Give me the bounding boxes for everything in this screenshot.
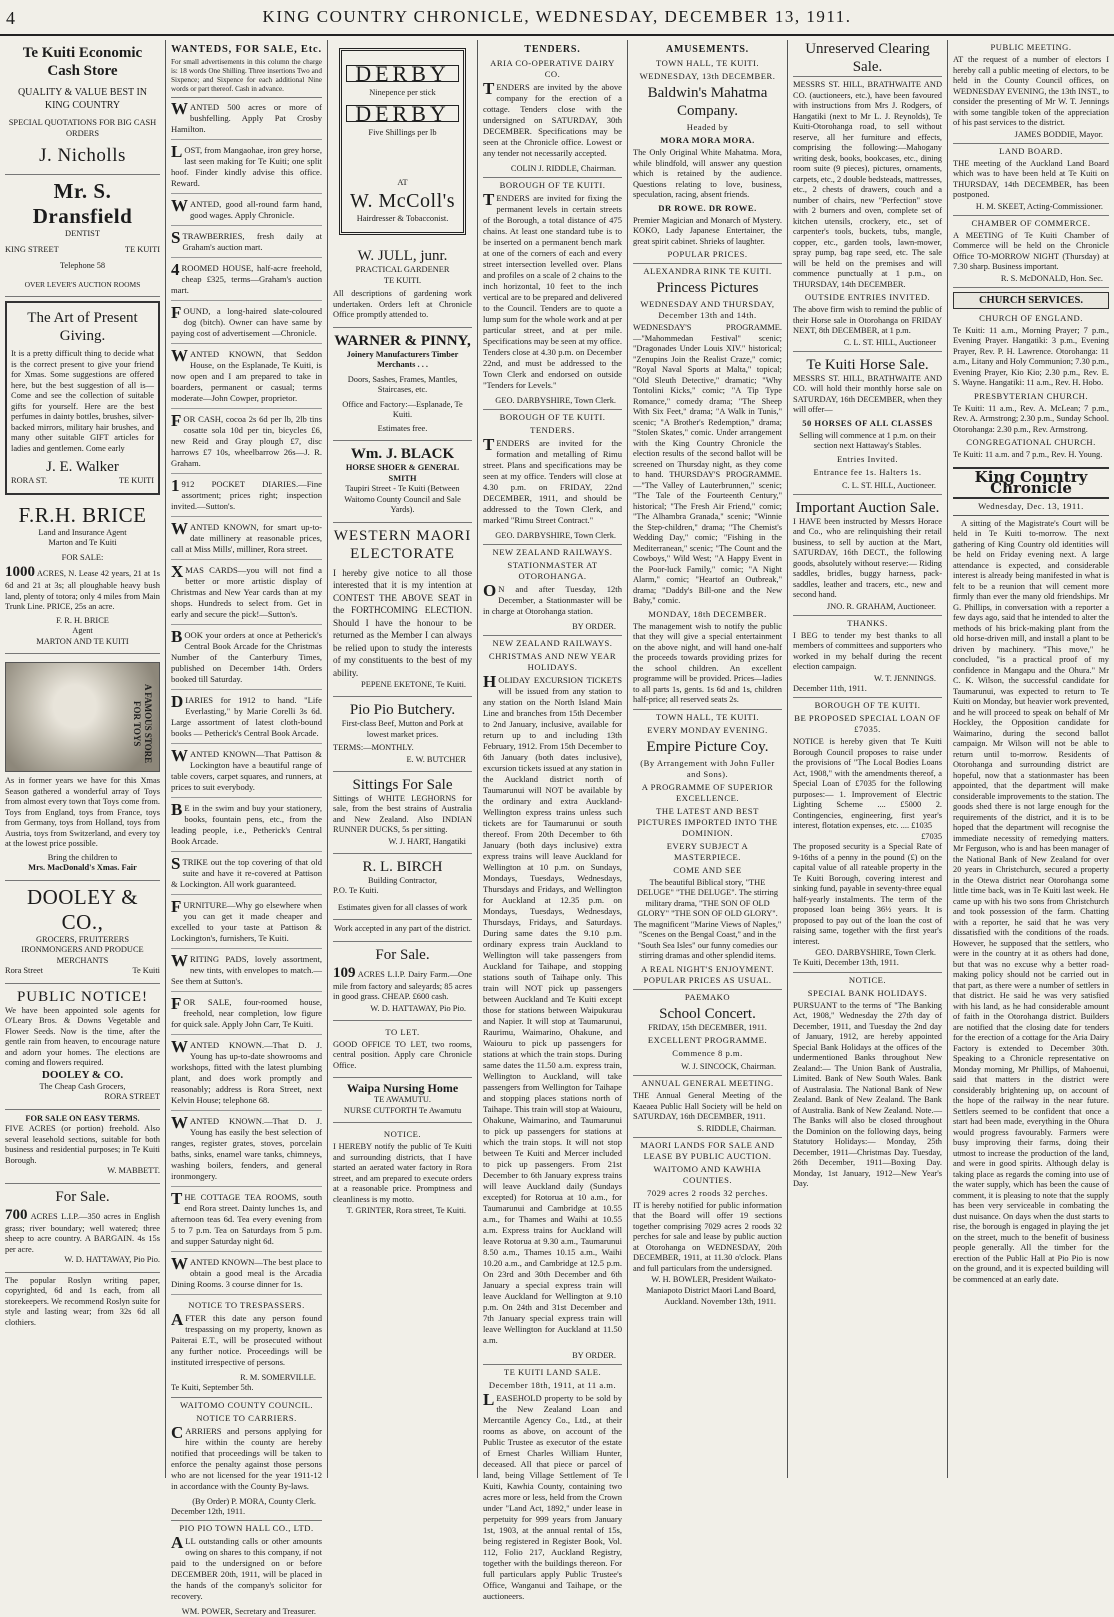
church1-body: Te Kuiti: 11 a.m., Morning Prayer; 7 p.m., Evening Prayer. Hangatiki: 3 p.m., Evening Prayer, Rev. P. H. Lawrence. Otorohanga: 11 a.m., Litany and Holy Communion; 7.30 p.m., Evening Prayer, Kio Kio; 2.30 p.m., Rev. E. S. Wayne. Hangatiki: 11 a.m., Rev. H. Hobo. xyxy=(953,325,1109,387)
borough2-body: TENDERS are invited for the formation and metalling of Rimu street. Plans and specifications may be seen at my office. Tenders will close at 4.30 p.m. on FRIDAY, 22nd DECEMBER, 1911, and should be addressed to the Town Clerk, and marked "Rimu Street Contract." xyxy=(483,435,622,525)
public-meeting-sign: JAMES BODDIE, Mayor. xyxy=(953,129,1109,144)
chamber-sign: R. S. McDONALD, Hon. Sec. xyxy=(953,273,1109,288)
warner-name: WARNER & PINNY, xyxy=(334,332,471,349)
clearing-sign: C. L. ST. HILL, Auctioneer xyxy=(793,337,942,352)
horse-entries: Entries Invited. xyxy=(837,453,898,464)
warner-items: Doors, Sashes, Frames, Mantles, Staircases, etc. xyxy=(347,374,458,394)
empire-title: Empire Picture Coy. xyxy=(646,738,769,755)
town-hall: TOWN HALL, TE KUITI. xyxy=(656,58,759,68)
maori-electorate-ad xyxy=(333,523,472,698)
column-7 xyxy=(948,40,1114,1478)
horse-time: Selling will commence at 1 p.m. on their section next Hattaway's Stables. xyxy=(799,430,936,450)
brice-towns: MARTON AND TE KUITI xyxy=(36,636,129,646)
maori-lands-sub: WAITOMO AND KAWHIA COUNTIES. xyxy=(653,1163,762,1185)
loan-sign: GEO. DARBYSHIRE, Town Clerk. xyxy=(815,948,936,957)
thanks-title: THANKS. xyxy=(847,617,888,628)
dooley-town: Te Kuiti xyxy=(132,966,160,975)
maori-body: I hereby give notice to all those interested that it is my intention at CONTEST THE ABOVE SEAT in the FORTHCOMING ELECTION. Should I have the honour to be returned as the Member I can always be relied upon to study the interests of my constituents to the best of my ability. xyxy=(333,567,472,678)
brice-place: Marton and Te Kuiti xyxy=(48,538,117,547)
classified-item: DIARIES for 1912 to hand. "Life Everlasting," by Marie Corelli 3s 6d. Large assortment of latest cloth-bound books — Petherick's Central Book Arcade. xyxy=(171,695,322,744)
borough-body: TENDERS are invited for fixing the permanent levels in certain streets of the Borough, a total distance of 475 chains. At least one standard tube is to be inserted on a permanent bench mark at one of the corners of each and every street intersection levelled over. Plans and profiles on a scale of 2 chains to the inch horizontal, 10 feet to the inch vertical are to be prepared and delivered to the Council. Tenders are to quote a lump sum for the whole work and at per particular street, and at per mile. Specifications may be seen at my office. Tenders close at 4.30 p.m. on December 22nd, and must be addressed to the Town Clerk and endorsed on outside "Tenders for Levels." xyxy=(483,190,622,390)
empire-every: EVERY SUBJECT A MASTERPIECE. xyxy=(666,840,749,862)
column-4 xyxy=(478,40,628,1601)
classified-item: WANTED 500 acres or more of bushfelling. Apply Pat Crosby Hamilton. xyxy=(171,102,322,140)
classified-item: LOST, from Mangaohae, iron grey horse, last seen making for Te Kuiti; one split hoof. Finder kindly advise this office. Reward. xyxy=(171,145,322,194)
church3-title: CONGREGATIONAL CHURCH. xyxy=(966,437,1096,447)
rail-order: BY ORDER. xyxy=(483,621,622,636)
empire-programme: A PROGRAMME OF SUPERIOR EXCELLENCE. xyxy=(641,781,774,803)
aria-title: ARIA CO-OPERATIVE DAIRY CO. xyxy=(490,58,615,79)
butchery-title: Pio Pio Butchery. xyxy=(349,702,456,718)
column-6 xyxy=(788,40,948,1478)
monday-heading: MONDAY, 18th DECEMBER. xyxy=(648,608,767,619)
brice-sign: F. R. H. BRICE xyxy=(56,615,109,625)
dentist-street: KING STREET xyxy=(5,244,59,254)
toys-fair: Mrs. MacDonald's Xmas. Fair xyxy=(28,863,137,872)
rail2-order: BY ORDER. xyxy=(483,1350,622,1365)
trespass-title: NOTICE TO TRESPASSERS. xyxy=(188,1300,305,1310)
dentist-title: DENTIST xyxy=(65,229,100,238)
dairy-farm-sale-ad xyxy=(333,942,472,1021)
hall-title: PIO PIO TOWN HALL CO., LTD. xyxy=(179,1523,314,1533)
council-body: CARRIERS and persons applying for hire within the county are hereby notified that proceedings will be taken to enforce the penalty against those persons who are not licensed for the year 1911-12 in accordance with the County By-laws. xyxy=(171,1422,322,1491)
rowe-body: Premier Magician and Monarch of Mystery. KOKO, Lady Japanese Entertainer, the great spirit cabinet. Shrieks of laughter. xyxy=(633,215,782,246)
gift-body: It is a pretty difficult thing to decide what is the correct present to give your friend for Xmas. Some suggestions are offered here, but the best suggestion of all is—Come and see the collection of suitable gifts for yourself. Here are the best perfumes in dainty bottles, brushes, silver-backed mirrors, military hair brushes, and many other suitable GIFT articles for ladies and gentlemen. Come early xyxy=(11,349,154,453)
trespass-sign: R. M. SOMERVILLE. xyxy=(240,1373,316,1382)
economic-cash-store-ad xyxy=(5,40,160,175)
empire-sub: (By Arrangement with John Fuller and Sons). xyxy=(640,757,775,779)
public-notice-ad xyxy=(5,984,160,1110)
empire-latest: THE LATEST AND BEST PICTURES IMPORTED INTO THE DOMINION. xyxy=(637,805,778,838)
fs-acres-number: 109 xyxy=(333,964,356,981)
public-notice-body: We have been appointed sole agents for O'Leary Bros. & Downs Vegetable and Flower Seeds. Now is the time, after the gentle rain from heaven, to encourage nature and adorn your homes. The elections are coming and flowers required. xyxy=(5,1005,160,1067)
thanks-body: I BEG to tender my best thanks to all members of committees and supporters who worked in my behalf during the recent election campaign. xyxy=(793,630,942,671)
church3-body: Te Kuiti: 11 a.m. and 7 p.m., Rev. H. Young. xyxy=(953,450,1103,459)
classified-item: STRAWBERRIES, fresh daily at Graham's auction mart. xyxy=(171,231,322,258)
classified-item: XMAS CARDS—you will not find a better or more artistic display of Christmas and New Year cards than at my shops. Hundreds to select from. Get in early and secure the pick!—Sutton's. xyxy=(171,565,322,625)
wanteds-heading: WANTEDS, FOR SALE, Etc. xyxy=(171,44,322,55)
page-number: 4 xyxy=(6,8,17,28)
baldwin-body: The Only Original White Mahatma. Mora, while blindfold, will answer any question which is retained by the audience. Questions relating to love, business, speculation, racing, absent friends. xyxy=(633,148,782,199)
hall-body: ALL outstanding calls or other amounts owing on shares to this company, if not paid to the undersigned on or before DECEMBER 20th, 1911, will be placed in the hands of the company's solicitor for recovery. xyxy=(171,1533,322,1601)
brice-for-sale: FOR SALE: xyxy=(61,552,104,562)
maori-sign: PEPENE EKETONE, Te Kuiti. xyxy=(361,680,466,689)
tenders-heading: TENDERS. xyxy=(524,44,581,55)
clearing-outside: OUTSIDE ENTRIES INVITED. xyxy=(804,292,931,302)
concert-title: School Concert. xyxy=(659,1005,756,1022)
council-sub: NOTICE TO CARRIERS. xyxy=(196,1412,297,1423)
terms-sign: W. MABBETT. xyxy=(107,1166,160,1175)
store-quotation: SPECIAL QUOTATIONS FOR BIG CASH ORDERS xyxy=(8,118,157,138)
classified-item: BE in the swim and buy your stationery, books, fountain pens, etc., from the leading people, i.e., Petherick's Central Book Arcade. xyxy=(171,803,322,852)
wanteds-rates: For small advertisements in this column the charge is: 18 words One Shilling. Three insertions Two and Sixpence; and Sixpence for each additional Nine words or part thereof. Cash in advance. xyxy=(171,58,322,98)
fs-title: For Sale. xyxy=(375,946,430,963)
gift-owner: J. E. Walker xyxy=(46,459,119,475)
classified-item: WRITING PADS, lovely assortment, new tints, with envelopes to match.—See them at Sutton's. xyxy=(171,954,322,992)
land-board-sign: H. M. SKEET, Acting-Commissioner. xyxy=(953,201,1109,216)
church-services-title: CHURCH SERVICES. xyxy=(953,292,1109,309)
derby-price-1: Ninepence per stick xyxy=(369,88,436,97)
rail-sub: STATIONMASTER AT OTOROHANGA. xyxy=(507,560,598,581)
fs-sign: W. D. HATTAWAY, Pio Pio. xyxy=(370,1003,466,1013)
black-name: Wm. J. BLACK xyxy=(350,446,455,462)
bank-title: NOTICE. xyxy=(848,974,887,985)
horse-title: Te Kuiti Horse Sale. xyxy=(806,356,929,373)
black-ad xyxy=(333,441,472,523)
jull-line: PRACTICAL GARDENER xyxy=(355,265,450,274)
to-let-ad xyxy=(333,1021,472,1079)
sale-sign: W. D. HATTAWAY, Pio Pio. xyxy=(64,1255,160,1264)
warner-estimates: Estimates free. xyxy=(377,423,428,433)
brice-agent: Agent xyxy=(72,626,93,635)
chamber-body: A MEETING of Te Kuiti Chamber of Commerce will be held on the Chronicle Office TO-MORROW NIGHT (Thursday) at 7.30 sharp. Business important. xyxy=(953,230,1109,271)
terms-title: FOR SALE ON EASY TERMS. xyxy=(25,1113,140,1123)
aerated-body: I HEREBY notify the public of Te Kuiti and surrounding districts, that I have started an aerated water factory in Rora street, and am prepared to execute orders at a reasonable price. Promptness and cleanliness is my motto. xyxy=(333,1142,472,1204)
warner-line: Joinery Manufacturers Timber Merchants . . . xyxy=(346,349,459,369)
brice-acres-number: 1000 xyxy=(5,564,35,580)
amusements-heading: AMUSEMENTS. xyxy=(666,44,749,55)
gift-title: The Art of Present Giving. xyxy=(27,310,138,344)
brice-body: ACRES, N. Lease 42 years, 21 at 1s 6d and 21 at 3s; all ploughable heavy bush land, plenty of totora; only 4 miles from Main Trunk Line. PRICE, 25s an acre. xyxy=(5,569,160,611)
jull-name: W. JULL, junr. xyxy=(357,248,448,264)
classified-item: WANTED KNOWN.—That D. J. Young has easily the best selection of ranges, register grates, stoves, porcelain baths, sinks, enamel ware tanks, chimneys, washing boilers, fenders, and general ironmongery. xyxy=(171,1116,322,1187)
clearing-body2: The above firm wish to remind the public of their Horse sale in Otorohanga on FRIDAY NEXT, 8th DECEMBER, at 1 p.m. xyxy=(793,305,942,335)
dentist-name: Mr. S. Dransfield xyxy=(32,179,133,228)
rail2-title: NEW ZEALAND RAILWAYS. xyxy=(492,638,613,648)
council-date: December 12th, 1911. xyxy=(171,1507,322,1522)
chamber-title: CHAMBER OF COMMERCE. xyxy=(971,217,1091,228)
dentist-town: TE KUITI xyxy=(124,244,160,254)
maori-lands-acres: 7029 acres 2 roods 32 perches. xyxy=(647,1187,768,1198)
brice-line: Land and Insurance Agent xyxy=(38,527,127,537)
gift-street: RORA ST. xyxy=(11,476,48,485)
church1-title: CHURCH OF ENGLAND. xyxy=(979,312,1083,323)
birch-ad xyxy=(333,854,472,921)
classified-item: 1912 POCKET DIARIES.—Fine assortment; prices right; inspection invited.—Sutton's. xyxy=(171,479,322,517)
work-accepted: Work accepted in any part of the district. xyxy=(333,920,472,942)
jull-ad xyxy=(333,243,472,328)
birch-town: P.O. Te Kuiti. xyxy=(333,886,379,895)
butchery-ad xyxy=(333,697,472,772)
council-title: WAITOMO COUNTY COUNCIL. xyxy=(180,1399,313,1410)
borough-title: BOROUGH OF TE KUITI. xyxy=(499,180,606,190)
land-sub: December 18th, 1911, at 11 a.m. xyxy=(488,1380,617,1390)
santa-illustration xyxy=(5,662,160,772)
dentist-rooms: OVER LEVER'S AUCTION ROOMS xyxy=(24,279,141,289)
derby-tobacco-ad xyxy=(339,48,466,235)
bank-body: PURSUANT to the terms of "The Banking Act, 1908," Wednesday the 27th day of December, 1911, and Tuesday the 2nd day of January, 1912, are hereby appointed Special Bank Holidays at the offices of the undermentioned Banks throughout New Zealand:— The Union Bank of Australia, Limited. Bank of New South Wales. Bank of Australasia. The National Bank of New Zealand. Bank of New Zealand. The Bank of Australia. Bank of New Zealand. Note.—The Banks will also be closed throughout the Dominion on the following days, being Statutory Holidays:— Monday, 25th December, 1911—Christmas Day. Tuesday, 26th December, 1911—Boxing Day. Monday, 1st January, 1912—New Year's Day. xyxy=(793,1000,942,1188)
clearing-body: MESSRS ST. HILL, BRATHWAITE AND CO. (auctioneers, etc.), have been favoured with instructions from Mrs J. Rodgers, of Hangatiki (next to Mr L. J. Reynolds), Te Kuiti-Otorohanga road, to sell without reserve, all her furniture and effects, comprising the following:—Mahogany writing desk, books, bookcases, etc., dining room suite (9 pieces), pictures, ornaments, carpets, etc., 2 double bedsteads, mattresses, etc., 2 chests of drawers, couch and a number of chairs, new "Perfection" stove with 2 burners and oven, complete set of kitchen utensils, crockery, etc., set of carpenter's tools, buckets, tubs, mangle, copper, etc., garden tools, lawn-mower, spray pump, bag rape seed, etc. The sale will be held on the premises and will commence punctually at 1 p.m., on THURSDAY, 14th DECEMBER. xyxy=(793,80,942,289)
borough2-sign: GEO. DARBYSHIRE, Town Clerk. xyxy=(483,530,622,545)
classified-item: 4ROOMED HOUSE, half-acre freehold, cheap £325, terms—Graham's auction mart. xyxy=(171,263,322,301)
dentist-ad xyxy=(5,175,160,297)
toy-store-label: A FAMOUS STORE FOR TOYS xyxy=(132,684,153,764)
empire-real: A REAL NIGHT'S ENJOYMENT. POPULAR PRICES AS USUAL. xyxy=(633,964,782,990)
agm-title: ANNUAL GENERAL MEETING. xyxy=(641,1078,774,1088)
column-3 xyxy=(328,40,478,1478)
sale-acres-number: 700 xyxy=(5,1206,28,1223)
store-owner: J. Nicholls xyxy=(39,145,126,166)
town-hall-2: TOWN HALL, TE KUITI. xyxy=(656,711,759,722)
column-2 xyxy=(166,40,328,1616)
toy-store-ad xyxy=(5,654,160,881)
fs-body: ACRES L.I.P. Dairy Farm.—One mile from factory and saleyards; 85 acres in good grass. CHEAP. £600 cash. xyxy=(333,969,472,1001)
birch-name: R. L. BIRCH xyxy=(362,858,443,875)
rail-title: NEW ZEALAND RAILWAYS. xyxy=(492,547,613,557)
terms-body: FIVE ACRES (or portion) freehold. Also several leasehold sections, suitable for both business and residential purposes; in Te Kuiti Borough. xyxy=(5,1124,160,1165)
baldwin-mora: MORA MORA MORA. xyxy=(660,135,755,145)
public-notice-street: RORA STREET xyxy=(104,1092,160,1101)
maori-lands-sign: W. H. BOWLER, President Waikato-Maniapoto District Maori Land Board, Auckland. November 13th, 1911. xyxy=(645,1275,776,1306)
easy-terms-ad xyxy=(5,1110,160,1184)
nursing-place: TE AWAMUTU. xyxy=(373,1095,431,1104)
aerated-water-notice xyxy=(333,1123,472,1222)
loan-total: £7035 xyxy=(921,831,942,841)
loan-body: NOTICE is hereby given that Te Kuiti Borough Council proposes to raise under the provisions of "The Local Bodies Loans Act, 1908," with the amendments thereof, a Special Loan of £7035 for the following purposes:— 1. Improvement of Electric Lighting Scheme .... £5000 2. Contingencies, engineering, first year's interest, flotation expenses, etc. .... £1035 xyxy=(793,737,942,830)
derby-at: AT xyxy=(397,178,408,187)
roslyn-ad: The popular Roslyn writing paper, copyrighted, 6d and 1s each, from all storekeepers. We recommend Roslyn suite for style and lasting wear; from 32s 6d all clothiers. xyxy=(5,1275,160,1327)
baldwin-title: Baldwin's Mahatma Company. xyxy=(647,85,768,119)
classified-item: WANTED KNOWN, that Seddon House, on the Esplanade, Te Kuiti, is now open and I am prepared to take in boarders, permanent or casual; terms moderate—John Cowper, proprietor. xyxy=(171,349,322,409)
classified-item: WANTED KNOWN—That Pattison & Lockington have a beautiful range of table covers, carpet squares, and runners, at prices to suit everybody. xyxy=(171,749,322,798)
aria-sign: COLIN J. RIDDLE, Chairman. xyxy=(483,163,622,178)
concert-excellent: EXCELLENT PROGRAMME. xyxy=(647,1035,768,1045)
public-meeting-body: AT the request of a number of electors I hereby call a public meeting of electors, to be held in the County Council offices, on WEDNESDAY EVENING, the 13th INST., to consider the presenting of Mr W. T. Jennings with some tangible token of the appreciation of his past services to the district. xyxy=(953,55,1109,127)
derby-shop: W. McColl's xyxy=(349,189,456,212)
sittings-ad xyxy=(333,772,472,854)
butchery-sign: E. W. BUTCHER xyxy=(406,754,466,764)
bank-sub: SPECIAL BANK HOLIDAYS. xyxy=(807,987,928,998)
butchery-body: First-class Beef, Mutton and Pork at lowest market prices. xyxy=(341,719,464,739)
store-name: Te Kuiti Economic Cash Store xyxy=(22,45,143,79)
rail-body: ON and after Tuesday, 12th December, a Stationmaster will be in charge at Otorohanga station. xyxy=(483,581,622,616)
council-sign: (By Order) P. MORA, County Clerk. xyxy=(192,1496,316,1506)
dooley-line: GROCERS, FRUITERERS IRONMONGERS AND PRODUCE MERCHANTS xyxy=(21,934,144,965)
editorial-body: A sitting of the Magistrate's Court will be held in Te Kuiti to-morrow. The next gathering of King Country old identities will be held on Friday evening next. A large attendance is expected, and considerable interest is already being manifested in what is felt to be a reunion that will cement more firmly than ever the many old friendships. Mr G. Phillips, in conversation with a reporter a few days ago, said that he intended to alter the methods of his brick-making plant from the old horse-driven mill, and install a plant to be driven by machinery. "This move," he concluded, "is a practical proof of my confidence in Mangapu and the Ohura." Mr C. K. Wilson, the successful candidate for Taumarunui, was expected to return to Te Kuiti on Monday, but heavier work prevented, and he will proceed to speak on behalf of Mr Hockley, the Opposition candidate for Waimarino, during the second ballot campaign. Mr Wilson will not be able to return until to-morrow. Residents of Otorohanga and surrounding district are hopeful, now that a stationmaster has been appointed, that the department will make considerable improvements to the station. The goods shed there is not large enough for the requirements of the district, and it is to be hoped that the department will recognise the immediate necessity of remedying matters. Mr Ferguson, who is and has been manager of the National Bank of New Zealand for over 20 years in Christchurch, secured a property in the Otewa district near Otorohanga some little time back, was in Te Kuiti last week. He came up with his two sons from Christchurch and took possession of the farm. Chatting with a reporter, he said that he was very dissatisfied with the conditions of the roads. However, he supposed that the settlers, who were in the country at it as others had done, but that was no excuse why a better road-making policy should not be carried out in that part, as there were a number of settlers in that district. He said he was very satisfied with his land, as he had considerable amount of faith in the Otorohanga district. Builders are notified that the closing date for tenders for the erection of a cottage for the Aria Dairy Factory is extended to December 30th. Speaking to a Chronicle representative on Monday morning, Mr Phillips, of Mahoenui, said that matters in the district were considerably brightening up, on account of the hope of the railway in the near future. Settlers seemed to be confident that once a start had been made, everything in the Ohura would progress favourably. Farmers were busy improving their farms, doing their utmost to increase the production of the land, and were in good spirits. Although delay is taking place as regards the coming into use of the water supply, which has been the cause of comment, it is pleasing to note that the supply has been very serviceable in combating the dust nuisance. On days when the dust starts to rise, the borough is engaged in playing the jet on the street, much to the benefit of business people generally. All the timber for the erection of the Public Hall at Pio Pio is now on the ground, and it is expected building will be commenced at an early date. xyxy=(953,518,1109,1284)
aria-body: TENDERS are invited by the above company for the erection of a cottage. Tenders close with the undersigned on SATURDAY, 30th DECEMBER. Specifications may be seen at the Chronicle office. Lowest or any tender not necessarily accepted. xyxy=(483,79,622,158)
rowe: DR ROWE. DR ROWE. xyxy=(658,202,757,213)
black-line: HORSE SHOER & GENERAL SMITH xyxy=(345,463,460,483)
rail2-sub: CHRISTMAS AND NEW YEAR HOLIDAYS. xyxy=(488,651,617,672)
toys-body: As in former years we have for this Xmas Season gathered a wonderful array of Toys from almost every town that Toys come from. Toys from England, toys from France, toys from Germany, toys from Holland, toys from Austria, toys from Switzerland, and every toy at the lowest price possible. xyxy=(5,776,160,848)
concert-sign: W. J. SINCOCK, Chairman. xyxy=(633,1061,782,1076)
public-notice-title: PUBLIC NOTICE! xyxy=(16,988,149,1005)
clearing-title: Unreserved Clearing Sale. xyxy=(793,40,942,77)
church2-body: Te Kuiti: 11 a.m., Rev. A. McLean; 7 p.m., Rev. A. Armstrong; 2.30 p.m., Sunday School. Otorohanga: 2.30 p.m., Rev. Armstrong. xyxy=(953,403,1109,434)
loan-sub: BE PROPOSED SPECIAL LOAN OF £7035. xyxy=(794,713,941,734)
butchery-terms: TERMS:—MONTHLY. xyxy=(333,743,414,752)
aerated-sign: T. GRINTER, Rora street, Te Kuiti. xyxy=(346,1206,466,1215)
classified-item: WANTED KNOWN—The best place to obtain a good meal is the Arcadia Dining Rooms. 3 course dinner for 1s. xyxy=(171,1257,322,1295)
agm-body: THE Annual General Meeting of the Kaeaea Public Hall Society will be held on SATURDAY, 16th DECEMBER, 1911. xyxy=(633,1091,782,1121)
brice-ad xyxy=(5,499,160,655)
page-title: KING COUNTRY CHRONICLE, WEDNESDAY, DECEMBER 13, 1911. xyxy=(262,7,852,26)
classified-item: FOUND, a long-haired slate-coloured dog (bitch). Owner can have same by paying cost of advertisement —Chronicle. xyxy=(171,306,322,344)
horse-num: 50 HORSES OF ALL CLASSES xyxy=(802,417,933,428)
jull-town: TE KUITI. xyxy=(383,275,422,285)
for-sale-title: For Sale. xyxy=(55,1188,110,1205)
trespass-body: AFTER this date any person found trespassing on my property, known as Paiterai E.T., will be prosecuted without any further notice. Proceedings will be instituted irrespective of persons. xyxy=(171,1310,322,1367)
dooley-ad xyxy=(5,881,160,984)
let-title: TO LET. xyxy=(385,1026,420,1037)
gift-town: TE KUITI xyxy=(118,476,154,485)
borough2-title: BOROUGH OF TE KUITI. xyxy=(499,412,606,422)
classified-item: WANTED, good all-round farm hand, good wages. Apply Chronicle. xyxy=(171,199,322,226)
column-5 xyxy=(628,40,788,1478)
public-notice-sub: The Cheap Cash Grocers, xyxy=(39,1081,126,1091)
agm-sign: S. RIDDLE, Chairman. xyxy=(633,1123,782,1138)
horse-body: MESSRS ST. HILL, BRATHWAITE AND CO. will hold their monthly horse sale on SATURDAY, 16th DECEMBER, when they will offer— xyxy=(793,373,942,414)
town-hall-date: WEDNESDAY, 13th DECEMBER. xyxy=(639,71,776,81)
land-body: LEASEHOLD property to be sold by the New Zealand Loan and Mercantile Agency Co., Ltd., at their rooms as above, on account of the Public Trustee as executor of the estate of Ernest Charles William Hunter, deceased. All that piece or parcel of land, being Village Settlement of Te Kuiti, Kawhia County, containing two acres more or less, held from the Crown under "Land Act, 1892," under lease in perpetuity for 999 years from January 1st, 1903, at the annual rental of 15s, being registered in Register Book, Vol. 112, Folio 217, Auckland Registry, together with the buildings thereon. For full particulars apply Public Trustee's Office, Wanganui and Taihape, or the auctioneers. xyxy=(483,1390,622,1601)
aerated-title: NOTICE. xyxy=(383,1129,422,1139)
concert-time: Commence 8 p.m. xyxy=(672,1048,743,1058)
rink: ALEXANDRA RINK TE KUITI. xyxy=(643,266,772,276)
dooley-street: Rora Street xyxy=(5,966,43,975)
land-board-title: LAND BOARD. xyxy=(999,145,1063,156)
public-meeting-title: PUBLIC MEETING. xyxy=(990,42,1072,52)
derby-price-2: Five Shillings per lb xyxy=(368,127,437,137)
church2-title: PRESBYTERIAN CHURCH. xyxy=(973,390,1089,401)
horse-sign: C. L. ST. HILL, Auctioneer. xyxy=(793,480,942,495)
classified-item: STRIKE out the top covering of that old suite and have it re-covered at Pattison & Lockington. All work guaranteed. xyxy=(171,857,322,895)
for-sale-ad xyxy=(5,1184,160,1273)
classified-item: FURNITURE—Why go elsewhere when you can get it made cheaper and excelled to your taste at Pattison & Lockington's, furnishers, Te Kuiti. xyxy=(171,900,322,949)
princess-date: WEDNESDAY AND THURSDAY, December 13th and 14th. xyxy=(640,299,775,320)
horse-fee: Entrance fee 1s. Halters 1s. xyxy=(813,466,922,477)
thanks-date: December 11th, 1911. xyxy=(793,684,942,699)
town-hall-2-sub: EVERY MONDAY EVENING. xyxy=(647,724,768,735)
brice-name: F.R.H. BRICE xyxy=(18,502,147,527)
princess-body: WEDNESDAY'S PROGRAMME.—"Mahommedan Festival" scenic; "Dragonades Under Louis XIV." historical; "Zenupins Join the Realist Craze," comic; "Royal Naval Sports at Malta," topical; "Old Sleuth Detective," dramatic; "Why Tontolini Kicks," comic; "A Tip Type Romance," comedy drama; "The Sheep With Six Feet," drama; "A Walk in Tunis," scenic; "A Brother's Redemption," drama; "Stolen Skates," comic. Under arrangement with the King Country Chronicle the election results of the second ballot will be screened on Thursday night, as they come to hand. THURSDAY'S PROGRAMME.—"The Valley of Lauterbrunnen," scenic; "The Tale of the Fourteenth Century," historical; "The Fresh Air Friend," comic; "The Alhambra Granada," scenic; "Winnie the Step-children," drama; "The Chemist's Wedding Day," comic; "Fishing in the Mediterranean," scenic; "The Count and the Cowboys," Wild West; "A Happy Event in the Poor-luck Family," comic; "A Night Alarm," comic; "Heartof an Outbreak," drama; "Daddy's Bill-one and the New Baby," comic. xyxy=(633,323,782,605)
baldwin-head: Headed by xyxy=(686,122,729,132)
maori-lands-body: IT is hereby notified for public information that the Board will offer 19 sections together comprising 7029 acres 2 roods 32 perches for sale and lease by public auction at Otorohanga on WEDNESDAY, 20th DECEMBER, 1911, at 11.30 o'clock. Plans and full particulars from the undersigned. xyxy=(633,1200,782,1273)
maori-lands-title: MAORI LANDS FOR SALE AND LEASE BY PUBLIC AUCTION. xyxy=(640,1139,775,1161)
empire-body: The beautiful Biblical story, "THE DELUGE" "THE DELUGE". The stirring military drama, "THE SON OF OLD GLORY" "THE SON OF OLD GLORY". The magnificent "Marine Views of Naples," "Scenes on the Bengal Coast," and in the "South Sea Isles" our funny comedies our stirring dramas and other splendid items. xyxy=(633,877,782,960)
trespass-date: Te Kuiti, September 5th. xyxy=(171,1383,322,1398)
nursing-home-ad xyxy=(333,1078,472,1123)
classified-item: BOOK your orders at once at Petherick's Central Book Arcade for the Christmas Number of the Canterbury Times, published on December 14th. Orders booked till Saturday. xyxy=(171,630,322,690)
derby-heading-1: DERBY xyxy=(346,65,459,82)
editorial-masthead: King Country Chronicle xyxy=(953,467,1109,499)
popular-prices: POPULAR PRICES. xyxy=(633,249,782,264)
sale-body: ACRES L.I.P.—350 acres in English grass; river boundary; well watered; three sheep to acre country. A BARGAIN. 4s 15s per acre. xyxy=(5,1211,160,1254)
derby-shop-line: Hairdresser & Tobacconist. xyxy=(356,213,449,223)
land-board-body: THE meeting of the Auckland Land Board which was to have been held at Te Kuiti on THURSDAY, 14th DECEMBER, has been postponed. xyxy=(953,158,1109,199)
borough-sign: GEO. DARBYSHIRE, Town Clerk. xyxy=(483,395,622,410)
paemako: PAEMAKO xyxy=(684,991,731,1002)
monday-body: The management wish to notify the public that they will give a special entertainment on the above night, and will hand one-half the proceeds towards providing prizes for the school children. An excellent programme will be provided. Prices—ladies to all parts 1s, gents. 1s 6d and 1s, children half-price; all reserved seats 2s. xyxy=(633,622,782,710)
rail2-body: HOLIDAY EXCURSION TICKETS will be issued from any station to any station on the North Island Main Line and branches from 15th December to 2nd January, inclusive, available for return up to and including 13th February, 1912. From 15th December to 6th January (both dates inclusive), excursion tickets issued at any station in the Auckland district north of Taumarunui will NOT be available by the ordinary and extra Auckland-Wellington express trains unless such tickets are for Taumarunui or south thereof. From 20th December to 6th January (both days inclusive) extra express trains will leave Auckland for Wellington at 10 p.m. on Sundays, Mondays, Tuesdays, Wednesdays, Thursdays and Fridays, and Wellington for Auckland at 12.35 p.m. on Mondays, Tuesdays, Wednesdays, Thursdays, Fridays, and Saturdays. During same dates the 9.10 p.m. ordinary express train Auckland to Wellington will take passengers from Auckland for Taihape, and stopping stations south of Taihape only. This train will NOT pick up passengers between Auckland and Te Kuiti except those for stations between Waipukurau and Napier. It will stop at Taumarunui, Raurimu, Waimarino, Ohakune, and Waiouru to pick up passengers for stations at which the train stops. During same dates the 11.50 a.m. express train, Wellington to Auckland, will take passengers from Wellington for Taihape and stopping places stations north of Taihape. This train will stop at Waiouru, Ohakune, Waimarino, and Taumarunui to pick up passengers for stations at which the train stops. It will not stop between Te Kuiti and Mercer included to pick up passengers. From 21st December to 6th January express trains will leave Auckland daily (Sundays excepted) for Rotorua at 10 a.m., for Taumarunui and Cambridge at 10.55 a.m., for Thames and Waihi at 10.55 a.m. Express trains for Auckland will leave Rotorua at 9.30 a.m., Taumarunui 8.50 a.m., Thames 10.15 a.m., Waihi 10.20 a.m., and Cambridge at 12.5 p.m. On 23rd and 30th December and 6th January a special express train will leave Auckland for Wellington at 9.10 p.m. On 24th and 31st December and 7th January special express train will leave Wellington for Auckland at 11.50 a.m. xyxy=(483,672,622,1345)
loan-date: Te Kuiti, December 13th, 1911. xyxy=(793,958,942,973)
public-notice-sign: DOOLEY & CO. xyxy=(41,1068,124,1081)
auction-sign: JNO. R. GRAHAM, Auctioneer. xyxy=(793,601,942,616)
princess-title: Princess Pictures xyxy=(656,280,759,296)
birch-estimates: Estimates given for all classes of work xyxy=(337,902,468,912)
warner-ad xyxy=(333,328,472,442)
derby-heading-2: DERBY xyxy=(346,105,459,122)
classified-item: WANTED KNOWN.—That D. J. Young has up-to-date showrooms and workshops, fitted with the latest plumbing plant, and does work promptly and reasonably; address is Rora Street, next Kelvin House; telephone 68. xyxy=(171,1040,322,1111)
auction-title: Important Auction Sale. xyxy=(795,499,940,516)
store-tagline: QUALITY & VALUE BEST IN KING COUNTRY xyxy=(17,87,148,111)
editorial-date: Wednesday, Dec. 13, 1911. xyxy=(953,501,1109,516)
column-1 xyxy=(0,40,166,1478)
loan-title: BOROUGH OF TE KUITI. xyxy=(814,700,921,710)
sittings-title: Sittings For Sale xyxy=(352,776,453,793)
dooley-name: DOOLEY & CO., xyxy=(26,884,139,934)
sittings-sign: W. J. HART, Hangatiki xyxy=(388,836,466,846)
hall-sign: WM. POWER, Secretary and Treasurer. xyxy=(181,1607,316,1616)
land-title: TE KUITI LAND SALE. xyxy=(503,1367,602,1377)
thanks-sign: W. T. JENNINGS. xyxy=(874,673,936,683)
birch-line: Building Contractor, xyxy=(368,875,437,885)
maori-title: WESTERN MAORI ELECTORATE xyxy=(333,527,472,562)
classified-item: THE COTTAGE TEA ROOMS, south end Rora street. Dainty lunches 1s, and afternoon teas 6d. Tea every evening from 5 to 7 p.m. Tea on Saturdays from 5 p.m. and supper Saturday night 6d. xyxy=(171,1192,322,1252)
borough2-sub: TENDERS. xyxy=(530,425,575,435)
page-masthead xyxy=(0,0,1114,36)
present-giving-ad xyxy=(5,301,160,495)
nursing-title: Waipa Nursing Home xyxy=(346,1081,459,1095)
loan-body2: The proposed security is a Special Rate of 9-16ths of a penny in the pound (£) on the capital value of all rateable property in the Te Kuiti Borough, covering interest and sinking fund, payable in seventy-three equal half-yearly instalments. The term of the proposed loan being 36½ years. It is proposed to pay out of the loan the cost of raising same, together with the first year's interest. xyxy=(793,842,942,946)
classified-item: FOR SALE, four-roomed house, freehold, near completion, low figure for quick sale. Apply John Carr, Te Kuiti. xyxy=(171,997,322,1035)
sittings-body: Sittings of WHITE LEGHORNS for sale, from the best strains of Australia and New Zealand. Also INDIAN RUNNER DUCKS, 5s per sitting. xyxy=(333,793,472,834)
nursing-nurse: NURSE CUTFORTH Te Awamutu xyxy=(343,1105,462,1115)
empire-come: COME AND SEE xyxy=(673,864,742,875)
warner-office: Office and Factory:—Esplanade, Te Kuiti. xyxy=(342,399,463,419)
concert-body: FRIDAY, 15th DECEMBER, 1911. xyxy=(648,1022,767,1032)
jull-body: All descriptions of gardening work undertaken. Orders left at Chronicle Office promptly attended to. xyxy=(333,289,472,319)
auction-body: I HAVE been instructed by Messrs Horace and Co., who are relinquishing their retail business, to sell by auction at the Mart, SATURDAY, 16th DECT., the following goods, absolutely without reserve:— Riding saddles, bridles, buggy harness, pack-saddles, leather and tracers, etc., new and second hand. xyxy=(793,516,942,599)
toys-bring: Bring the children to xyxy=(47,852,118,862)
dentist-phone: Telephone 58 xyxy=(59,261,106,270)
classified-item: FOR CASH, cocoa 2s 6d per lb, 2lb tins cosatte sola 10d per tin, bicycles £6, new Reid and Gray plough £7, disc harrows £7 10s, wheelbarrow 26s—J. R. Graham. xyxy=(171,414,322,474)
classified-item: WANTED KNOWN, for smart up-to-date millinery at reasonable prices, call at Miss Mills', milliner, Rora street. xyxy=(171,522,322,560)
black-address: Taupiri Street - Te Kuiti (Between Waitomo County Council and Sale Yards). xyxy=(344,484,461,514)
let-body: GOOD OFFICE TO LET, two rooms, central position. Apply care Chronicle Office. xyxy=(333,1039,472,1070)
